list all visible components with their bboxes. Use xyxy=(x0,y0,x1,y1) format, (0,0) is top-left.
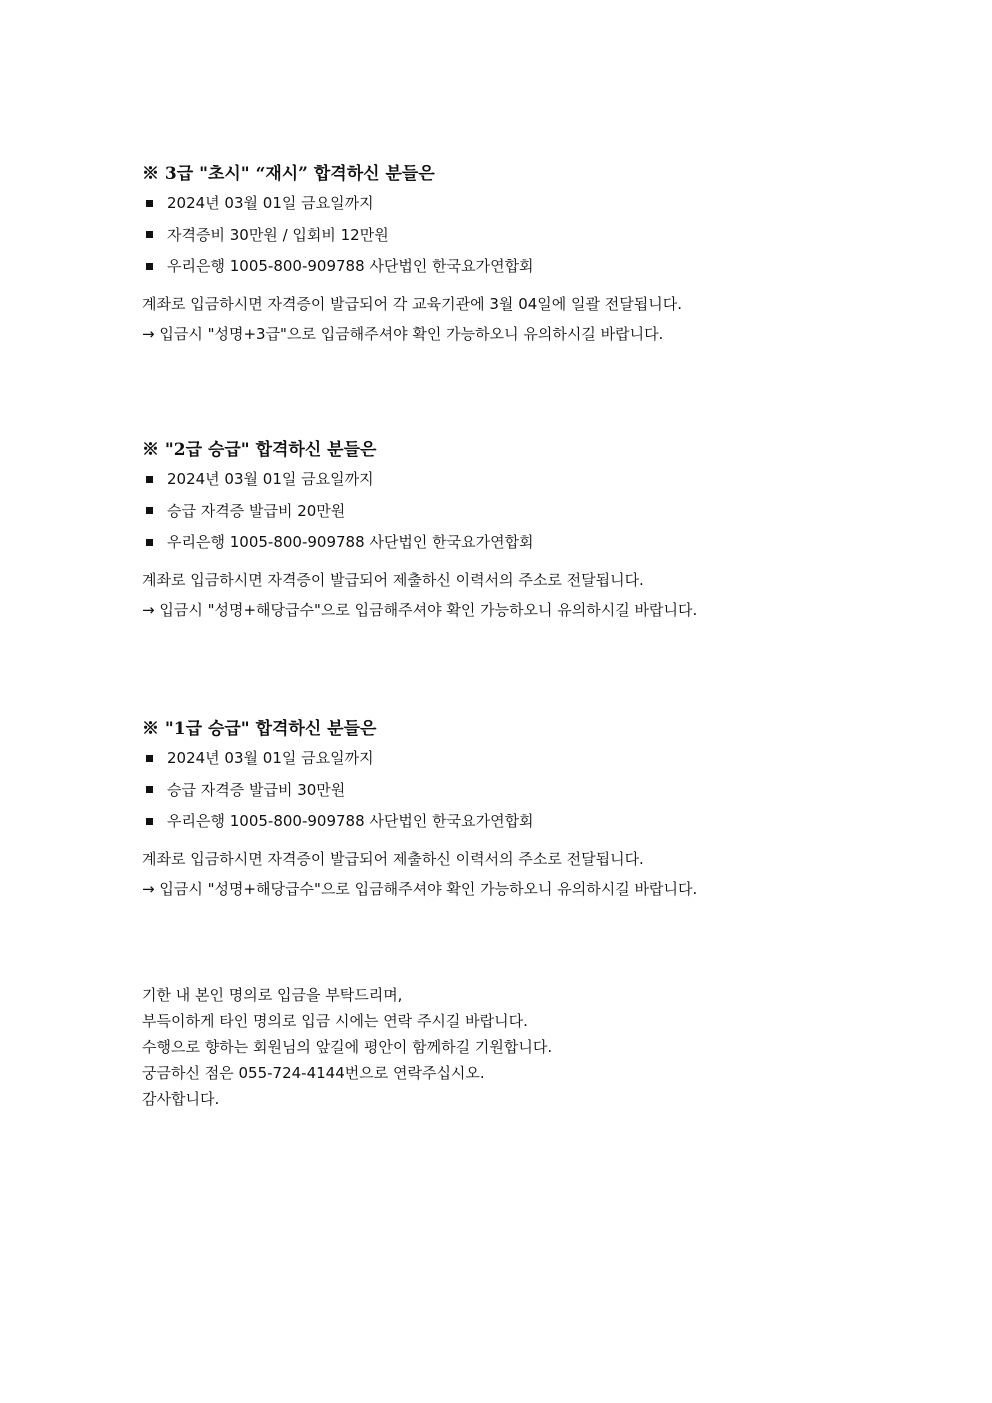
closing-message xyxy=(142,985,842,1115)
bullet-text: 승급 자격증 발급비 30만원 xyxy=(167,780,346,799)
bullet-item-bank-account xyxy=(142,811,842,831)
square-bullet-icon xyxy=(146,818,153,825)
bullet-item-fee xyxy=(142,501,842,521)
square-bullet-icon xyxy=(146,507,153,514)
bullet-item-deadline xyxy=(142,469,842,489)
contact-line: 궁금하신 점은 055-724-4144번으로 연락주십시오. xyxy=(142,1064,485,1082)
bullet-list xyxy=(142,469,842,552)
bullet-text: 우리은행 1005-800-909788 사단법인 한국요가연합회 xyxy=(167,257,534,275)
bullet-item-deadline xyxy=(142,193,842,213)
delivery-note: 계좌로 입금하시면 자격증이 발급되어 제출하신 이력서의 주소로 전달됩니다. xyxy=(142,571,644,589)
bullet-item-fee xyxy=(142,225,842,245)
section-grade1-promotion xyxy=(142,718,842,899)
delivery-note: 계좌로 입금하시면 자격증이 발급되어 각 교육기관에 3월 04일에 일괄 전달됩니다. xyxy=(142,295,682,313)
closing-line: 부득이하게 타인 명의로 입금 시에는 연락 주시길 바랍니다. xyxy=(142,1012,528,1030)
deposit-instruction: → 입금시 "성명+해당급수"으로 입금해주셔야 확인 가능하오니 유의하시길 바랍니다. xyxy=(142,601,698,619)
section-heading: ※ 3급 "초시" “재시” 합격하신 분들은 xyxy=(142,164,435,184)
deposit-instruction: → 입금시 "성명+3급"으로 입금해주셔야 확인 가능하오니 유의하시길 바랍니다. xyxy=(142,325,664,343)
bullet-text: 우리은행 1005-800-909788 사단법인 한국요가연합회 xyxy=(167,812,534,830)
section-grade2-promotion xyxy=(142,439,842,620)
closing-line: 기한 내 본인 명의로 입금을 부탁드리며, xyxy=(142,986,403,1004)
bullet-item-fee xyxy=(142,780,842,800)
square-bullet-icon xyxy=(146,539,153,546)
section-heading: ※ "2급 승급" 합격하신 분들은 xyxy=(142,440,377,460)
bullet-item-bank-account xyxy=(142,256,842,276)
bullet-text: 2024년 03월 01일 금요일까지 xyxy=(167,470,374,488)
bullet-text: 자격증비 30만원 / 입회비 12만원 xyxy=(167,225,389,244)
bullet-text: 2024년 03월 01일 금요일까지 xyxy=(167,194,374,212)
bullet-list xyxy=(142,193,842,276)
closing-line: 감사합니다. xyxy=(142,1090,220,1108)
square-bullet-icon xyxy=(146,476,153,483)
deposit-instruction: → 입금시 "성명+해당급수"으로 입금해주셔야 확인 가능하오니 유의하시길 바랍니다. xyxy=(142,880,698,898)
square-bullet-icon xyxy=(146,755,153,762)
section-heading: ※ "1급 승급" 합격하신 분들은 xyxy=(142,719,377,739)
square-bullet-icon xyxy=(146,786,153,793)
bullet-text: 2024년 03월 01일 금요일까지 xyxy=(167,749,374,767)
closing-line: 수행으로 향하는 회원님의 앞길에 평안이 함께하길 기원합니다. xyxy=(142,1038,553,1056)
bullet-list xyxy=(142,748,842,831)
bullet-item-deadline xyxy=(142,748,842,768)
bullet-item-bank-account xyxy=(142,532,842,552)
delivery-note: 계좌로 입금하시면 자격증이 발급되어 제출하신 이력서의 주소로 전달됩니다. xyxy=(142,850,644,868)
square-bullet-icon xyxy=(146,200,153,207)
square-bullet-icon xyxy=(146,231,153,238)
bullet-text: 승급 자격증 발급비 20만원 xyxy=(167,501,346,520)
square-bullet-icon xyxy=(146,263,153,270)
section-grade3-first-retake xyxy=(142,163,842,344)
bullet-text: 우리은행 1005-800-909788 사단법인 한국요가연합회 xyxy=(167,533,534,551)
